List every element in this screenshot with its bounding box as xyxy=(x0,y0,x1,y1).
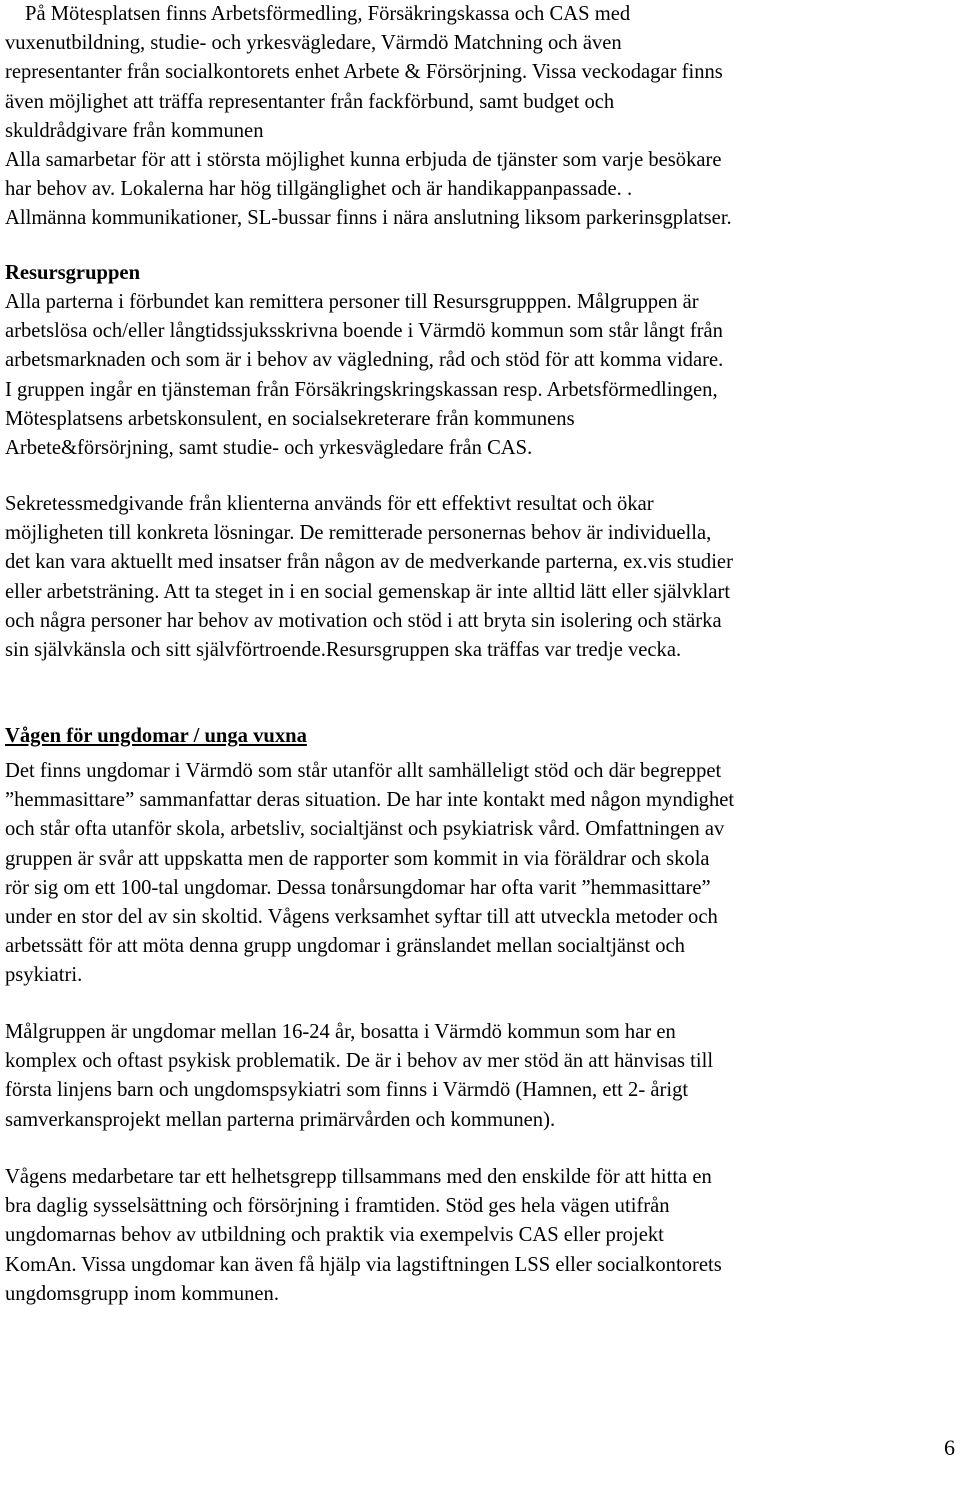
text-line: även möjlighet att träffa representanter från fackförbund, samt budget och xyxy=(5,90,615,113)
text-line: Arbete&försörjning, samt studie- och yrkesvägledare från CAS. xyxy=(5,437,533,460)
text-line: Mötesplatsens arbetskonsulent, en socialsekreterare från kommunens xyxy=(5,407,575,430)
text-line: arbetsmarknaden och som är i behov av vägledning, råd och stöd för att komma vidare. xyxy=(5,349,724,372)
text-line: Alla samarbetar för att i största möjlighet kunna erbjuda de tjänster som varje besökare xyxy=(5,149,722,172)
text-line: ungdomarnas behov av utbildning och praktik via exempelvis CAS eller projekt xyxy=(5,1224,664,1247)
resursgruppen-paragraph xyxy=(5,288,723,463)
text-line: psykiatri. xyxy=(5,964,83,987)
text-line: Alla parterna i förbundet kan remittera personer till Resursgrupppen. Målgruppen är xyxy=(5,291,699,313)
text-line: ungdomsgrupp inom kommunen. xyxy=(5,1282,280,1305)
text-line: Målgruppen är ungdomar mellan 16-24 år, bosatta i Värmdö kommun som har en xyxy=(5,1021,676,1043)
page-number: 6 xyxy=(944,1435,955,1460)
text-line: komplex och oftast psykisk problematik. De är i behov av mer stöd än att hänvisas till xyxy=(5,1050,714,1073)
text-line: samverkansprojekt mellan parterna primärvården och kommunen). xyxy=(5,1108,556,1131)
text-line: och står ofta utanför skola, arbetsliv, socialtjänst och psykiatrisk vård. Omfattningen av xyxy=(5,818,725,841)
text-line: eller arbetsträning. Att ta steget in i en social gemenskap är inte alltid lätt eller självklart xyxy=(5,580,731,603)
text-line: ”hemmasittare” sammanfattar deras situation. De har inte kontakt med någon myndighet xyxy=(5,789,735,812)
vagen-paragraph-2 xyxy=(5,1018,713,1135)
text-line: I gruppen ingår en tjänsteman från Försäkringskringskassan resp. Arbetsförmedlingen, xyxy=(5,378,718,401)
text-line: möjligheten till konkreta lösningar. De remitterade personernas behov är individuella, xyxy=(5,522,712,545)
text-line: Sekretessmedgivande från klienterna används för ett effektivt resultat och ökar xyxy=(5,493,654,515)
text-line: och några personer har behov av motivation och stöd i att bryta sin isolering och stärka xyxy=(5,609,722,632)
text-line: arbetssätt för att möta denna grupp ungdomar i gränslandet mellan socialtjänst och xyxy=(5,935,685,958)
text-line: gruppen är svår att uppskatta men de rapporter som kommit in via föräldrar och skola xyxy=(5,847,710,870)
text-line: vuxenutbildning, studie- och yrkesvägledare, Värmdö Matchning och även xyxy=(5,32,622,55)
text-line: Vågens medarbetare tar ett helhetsgrepp tillsammans med den enskilde för att hitta en xyxy=(5,1166,712,1188)
text-line: under en stor del av sin skoltid. Vågens verksamhet syftar till att utveckla metoder och xyxy=(5,906,718,929)
text-line: rör sig om ett 100-tal ungdomar. Dessa tonårsungdomar har ofta varit ”hemmasittare” xyxy=(5,876,711,899)
text-line: På Mötesplatsen finns Arbetsförmedling, Försäkringskassa och CAS med xyxy=(25,3,631,25)
text-line: det kan vara aktuellt med insatser från någon av de medverkande parterna, ex.vis studier xyxy=(5,551,733,574)
text-line: representanter från socialkontorets enhet Arbete & Försörjning. Vissa veckodagar finns xyxy=(5,61,723,84)
intro-paragraph xyxy=(5,0,732,234)
text-line: KomAn. Vissa ungdomar kan även få hjälp via lagstiftningen LSS eller socialkontorets xyxy=(5,1253,722,1276)
text-line: arbetslösa och/eller långtidssjuksskrivna boende i Värmdö kommun som står långt från xyxy=(5,320,723,343)
heading-text: Vågen för ungdomar / unga vuxna xyxy=(5,725,307,747)
text-line: sin självkänsla och sitt självförtroende.Resursgruppen ska träffas var tredje vecka. xyxy=(5,639,682,662)
section-heading-vagen xyxy=(5,722,307,751)
section-heading-resursgruppen xyxy=(5,259,140,288)
vagen-paragraph-1 xyxy=(5,757,734,991)
heading-text: Resursgruppen xyxy=(5,262,141,284)
text-line: Allmänna kommunikationer, SL-bussar finns i nära anslutning liksom parkerinsgplatser. xyxy=(5,207,732,230)
text-line: skuldrådgivare från kommunen xyxy=(5,119,264,142)
text-line: bra daglig sysselsättning och försörjning i framtiden. Stöd ges hela vägen utifrån xyxy=(5,1195,670,1218)
vagen-paragraph-3 xyxy=(5,1163,722,1309)
sekretess-paragraph xyxy=(5,490,733,665)
text-line: har behov av. Lokalerna har hög tillgänglighet och är handikappanpassade. . xyxy=(5,178,633,201)
text-line: Det finns ungdomar i Värmdö som står utanför allt samhälleligt stöd och där begreppet xyxy=(5,760,722,782)
text-line: första linjens barn och ungdomspsykiatri som finns i Värmdö (Hamnen, ett 2- årigt xyxy=(5,1079,689,1102)
